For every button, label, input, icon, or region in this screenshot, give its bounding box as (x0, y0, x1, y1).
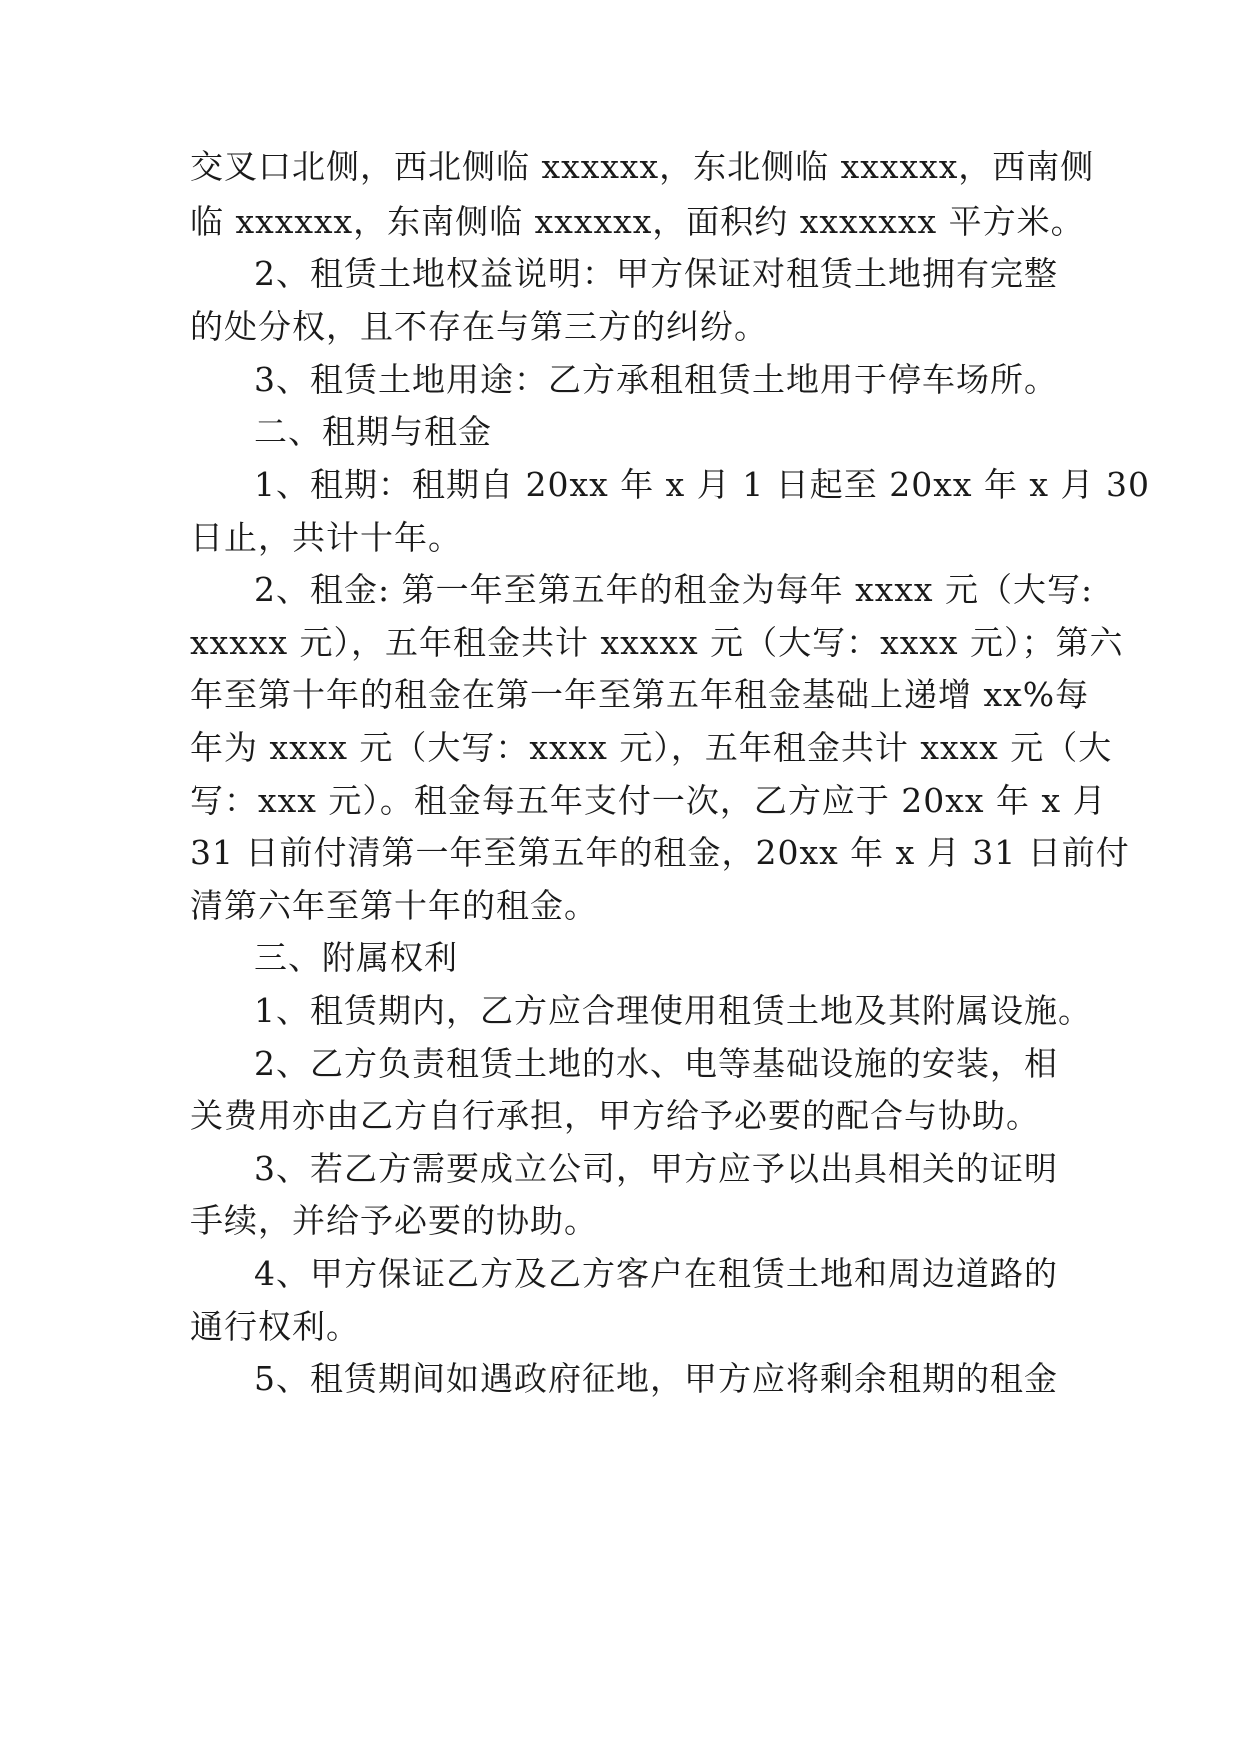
paragraph-line: 1、租期：租期自 20xx 年 x 月 1 日起至 20xx 年 x 月 30 (254, 465, 1151, 504)
section-heading: 二、租期与租金 (254, 412, 492, 451)
paragraph-line: 清第六年至第十年的租金。 (190, 886, 598, 925)
paragraph-line: 年至第十年的租金在第一年至第五年租金基础上递增 xx%每 (190, 675, 1090, 714)
section-heading: 三、附属权利 (254, 938, 458, 977)
paragraph-line: 交叉口北侧，西北侧临 xxxxxx，东北侧临 xxxxxx，西南侧 (190, 147, 1095, 186)
paragraph-line: 手续，并给予必要的协助。 (190, 1201, 598, 1240)
paragraph-line: 2、乙方负责租赁土地的水、电等基础设施的安装，相 (254, 1044, 1058, 1083)
paragraph-line: 日止，共计十年。 (190, 518, 462, 557)
paragraph-line: 5、租赁期间如遇政府征地，甲方应将剩余租期的租金 (254, 1359, 1058, 1398)
paragraph-line: 4、甲方保证乙方及乙方客户在租赁土地和周边道路的 (254, 1254, 1058, 1293)
paragraph-line: 31 日前付清第一年至第五年的租金，20xx 年 x 月 31 日前付 (190, 833, 1130, 872)
paragraph-line: 1、租赁期内，乙方应合理使用租赁土地及其附属设施。 (254, 991, 1092, 1030)
paragraph-line: 临 xxxxxx，东南侧临 xxxxxx，面积约 xxxxxxx 平方米。 (190, 202, 1085, 241)
paragraph-line: 3、租赁土地用途：乙方承租租赁土地用于停车场所。 (254, 360, 1058, 399)
paragraph-line: 3、若乙方需要成立公司，甲方应予以出具相关的证明 (254, 1149, 1058, 1188)
paragraph-line: 2、租金: 第一年至第五年的租金为每年 xxxx 元（大写: (254, 570, 1094, 609)
paragraph-line: 通行权利。 (190, 1307, 360, 1346)
paragraph-line: 关费用亦由乙方自行承担，甲方给予必要的配合与协助。 (190, 1096, 1040, 1135)
paragraph-line: 2、租赁土地权益说明：甲方保证对租赁土地拥有完整 (254, 254, 1058, 293)
paragraph-line: 写：xxx 元）。租金每五年支付一次，乙方应于 20xx 年 x 月 (190, 781, 1107, 820)
paragraph-line: xxxxx 元），五年租金共计 xxxxx 元（大写：xxxx 元）；第六 (190, 623, 1124, 662)
paragraph-line: 的处分权，且不存在与第三方的纠纷。 (190, 307, 768, 346)
paragraph-line: 年为 xxxx 元（大写：xxxx 元），五年租金共计 xxxx 元（大 (190, 728, 1113, 767)
